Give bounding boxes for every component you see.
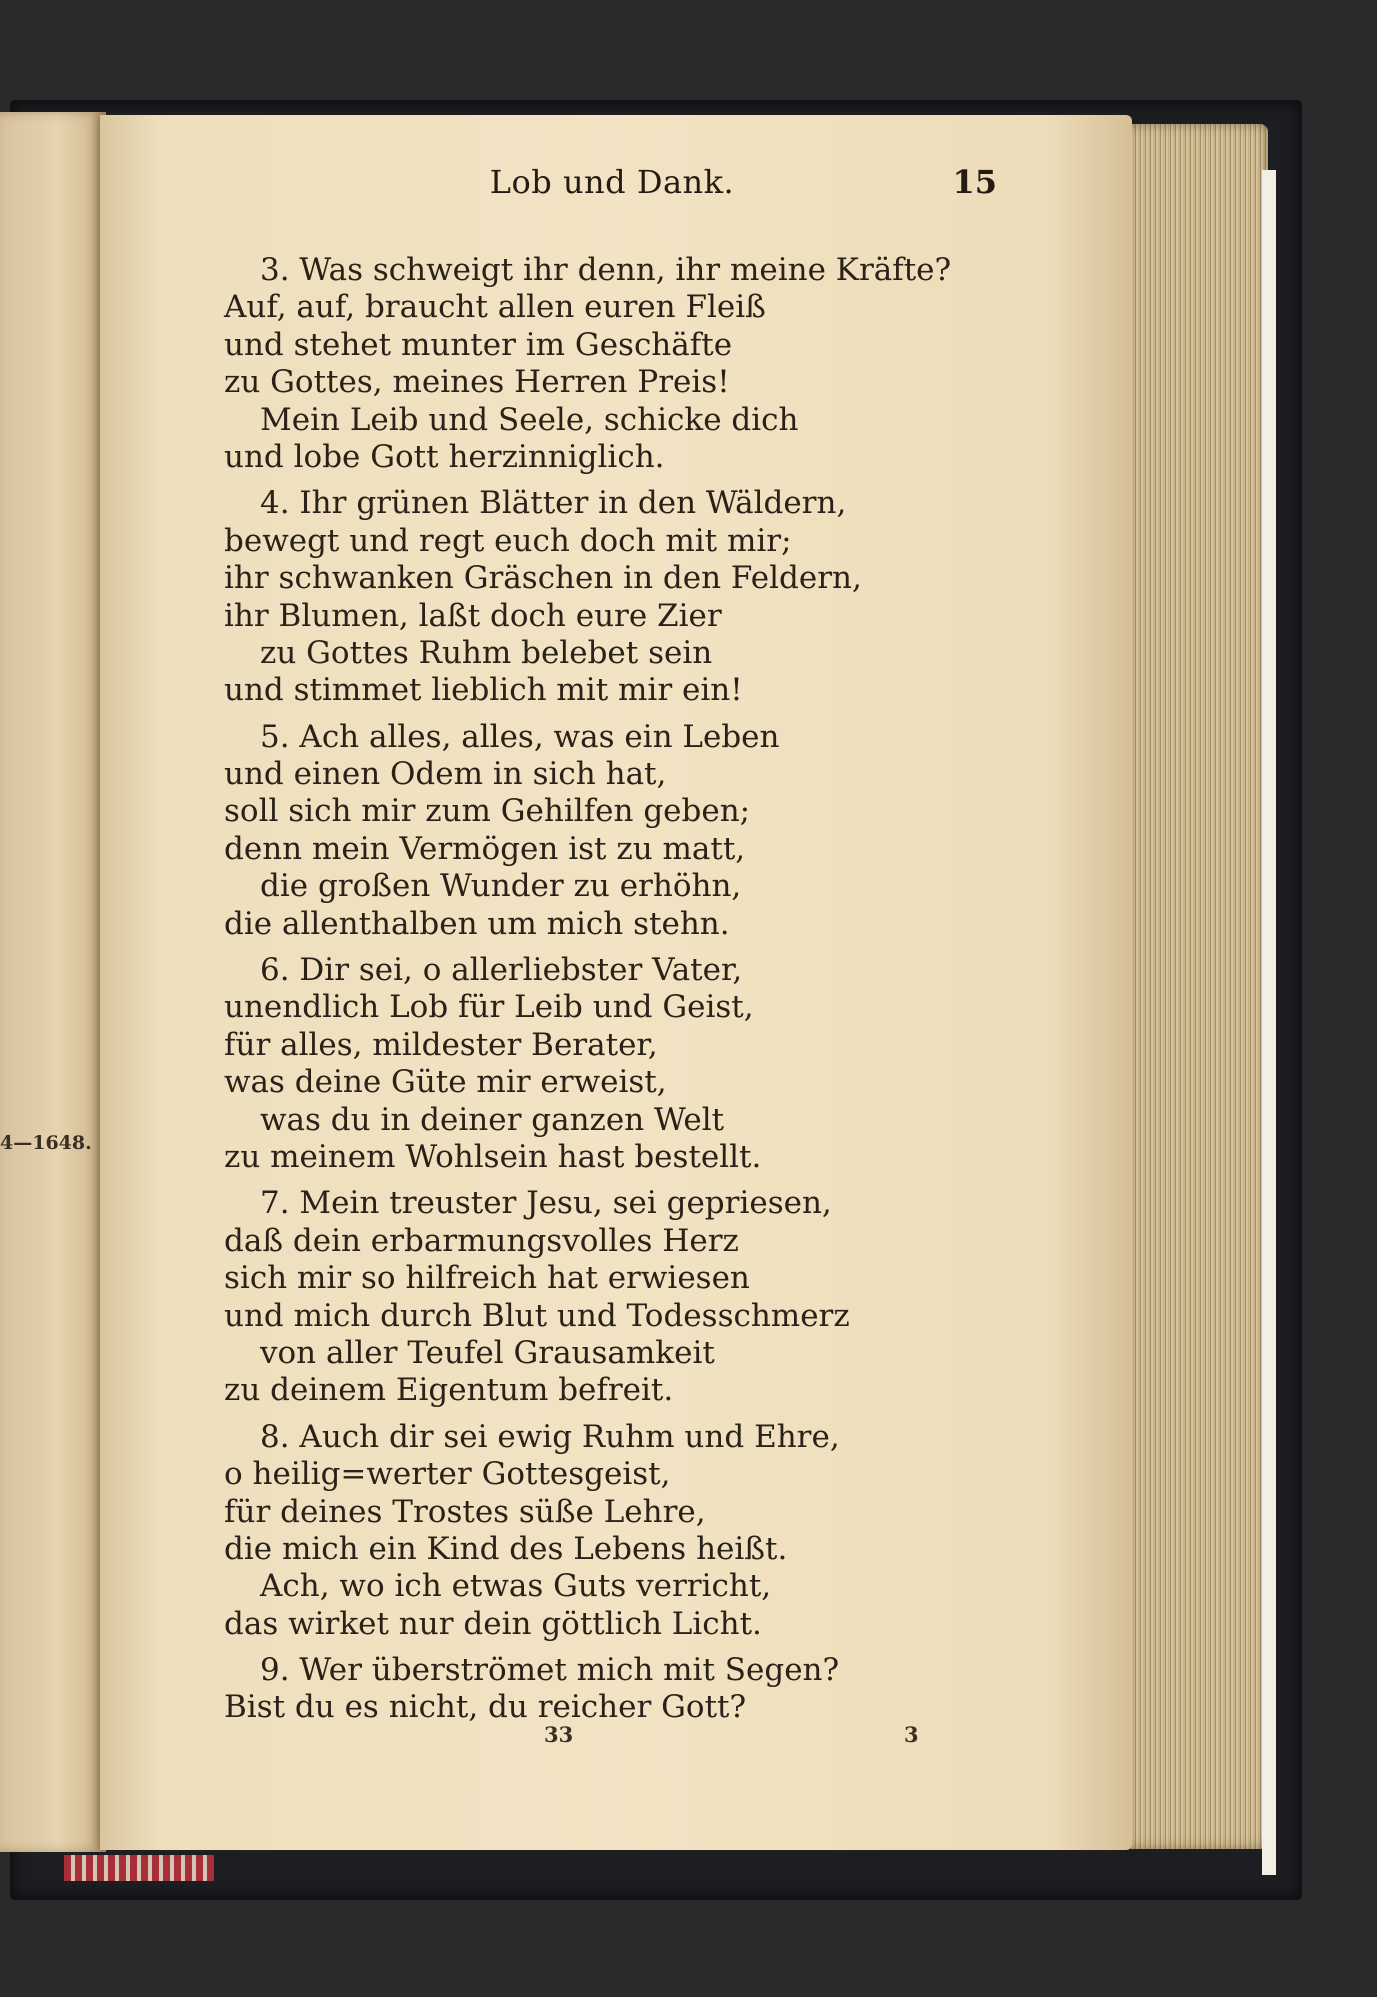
stanza (224, 1652, 1014, 1727)
verse-line: zu deinem Eigentum befreit. (224, 1372, 674, 1409)
verse-line: was du in deiner ganzen Welt (260, 1101, 725, 1138)
verse-line: zu meinem Wohlsein hast bestellt. (224, 1138, 762, 1175)
hymn-text (224, 252, 1014, 1736)
page-number: 15 (952, 163, 997, 201)
stanza (224, 1185, 1014, 1409)
page-edge-highlight (1262, 170, 1276, 1875)
verse-line: 6. Dir sei, o allerliebster Vater, (260, 952, 743, 989)
verse-line: 9. Wer überströmet mich mit Segen? (260, 1652, 840, 1689)
bookmark-ribbon (64, 1855, 214, 1881)
stanza (224, 252, 1014, 476)
stanza (224, 952, 1014, 1176)
verse-line: und einen Odem in sich hat, (224, 756, 667, 793)
verse-line: 8. Auch dir sei ewig Ruhm und Ehre, (260, 1418, 840, 1455)
verse-line: und lobe Gott herzinniglich. (224, 438, 665, 475)
verse-line: o heilig=werter Gottesgeist, (224, 1456, 671, 1493)
verse-line: das wirket nur dein göttlich Licht. (224, 1605, 762, 1642)
verse-line: 3. Was schweigt ihr denn, ihr meine Kräfte? (260, 252, 952, 288)
left-page (0, 112, 106, 1852)
verse-line: 7. Mein treuster Jesu, sei gepriesen, (260, 1185, 832, 1222)
verse-line: denn mein Vermögen ist zu matt, (224, 830, 746, 867)
verse-line: und stehet munter im Geschäfte (224, 326, 733, 363)
running-title: Lob und Dank. (489, 163, 735, 201)
verse-line: was deine Güte mir erweist, (224, 1064, 667, 1101)
verse-line: und mich durch Blut und Todesschmerz (224, 1297, 850, 1334)
signature-mark-right: 3 (904, 1722, 919, 1747)
verse-line: von aller Teufel Grausamkeit (260, 1334, 715, 1371)
verse-line: daß dein erbarmungsvolles Herz (224, 1222, 739, 1259)
verse-line: bewegt und regt euch doch mit mir; (224, 522, 792, 559)
stanza (224, 719, 1014, 943)
verse-line: sich mir so hilfreich hat erwiesen (224, 1260, 750, 1297)
verse-line: Bist du es nicht, du reicher Gott? (224, 1689, 747, 1726)
stanza (224, 1419, 1014, 1643)
signature-mark-left: 33 (544, 1722, 574, 1747)
verse-line: die mich ein Kind des Lebens heißt. (224, 1530, 788, 1567)
verse-line: die allenthalben um mich stehn. (224, 905, 730, 942)
verse-line: zu Gottes, meines Herren Preis! (224, 364, 730, 401)
verse-line: und stimmet lieblich mit mir ein! (224, 672, 743, 709)
page-block-edge (1118, 124, 1268, 1849)
verse-line: Mein Leib und Seele, schicke dich (260, 401, 799, 438)
verse-line: Auf, auf, braucht allen euren Fleiß (224, 289, 766, 326)
left-page-year-fragment: 4—1648. (0, 1132, 92, 1154)
verse-line: für deines Trostes süße Lehre, (224, 1493, 706, 1530)
verse-line: ihr Blumen, laßt doch eure Zier (224, 597, 722, 634)
verse-line: ihr schwanken Gräschen in den Feldern, (224, 560, 862, 597)
stanza (224, 485, 1014, 709)
page-header (227, 163, 997, 208)
verse-line: soll sich mir zum Gehilfen geben; (224, 793, 751, 830)
verse-line: Ach, wo ich etwas Guts verricht, (260, 1568, 772, 1605)
verse-line: 4. Ihr grünen Blätter in den Wäldern, (260, 485, 847, 522)
verse-line: 5. Ach alles, alles, was ein Leben (260, 718, 780, 755)
verse-line: für alles, mildester Berater, (224, 1026, 658, 1063)
verse-line: die großen Wunder zu erhöhn, (260, 868, 742, 905)
verse-line: zu Gottes Ruhm belebet sein (260, 634, 713, 671)
verse-line: unendlich Lob für Leib und Geist, (224, 989, 754, 1026)
